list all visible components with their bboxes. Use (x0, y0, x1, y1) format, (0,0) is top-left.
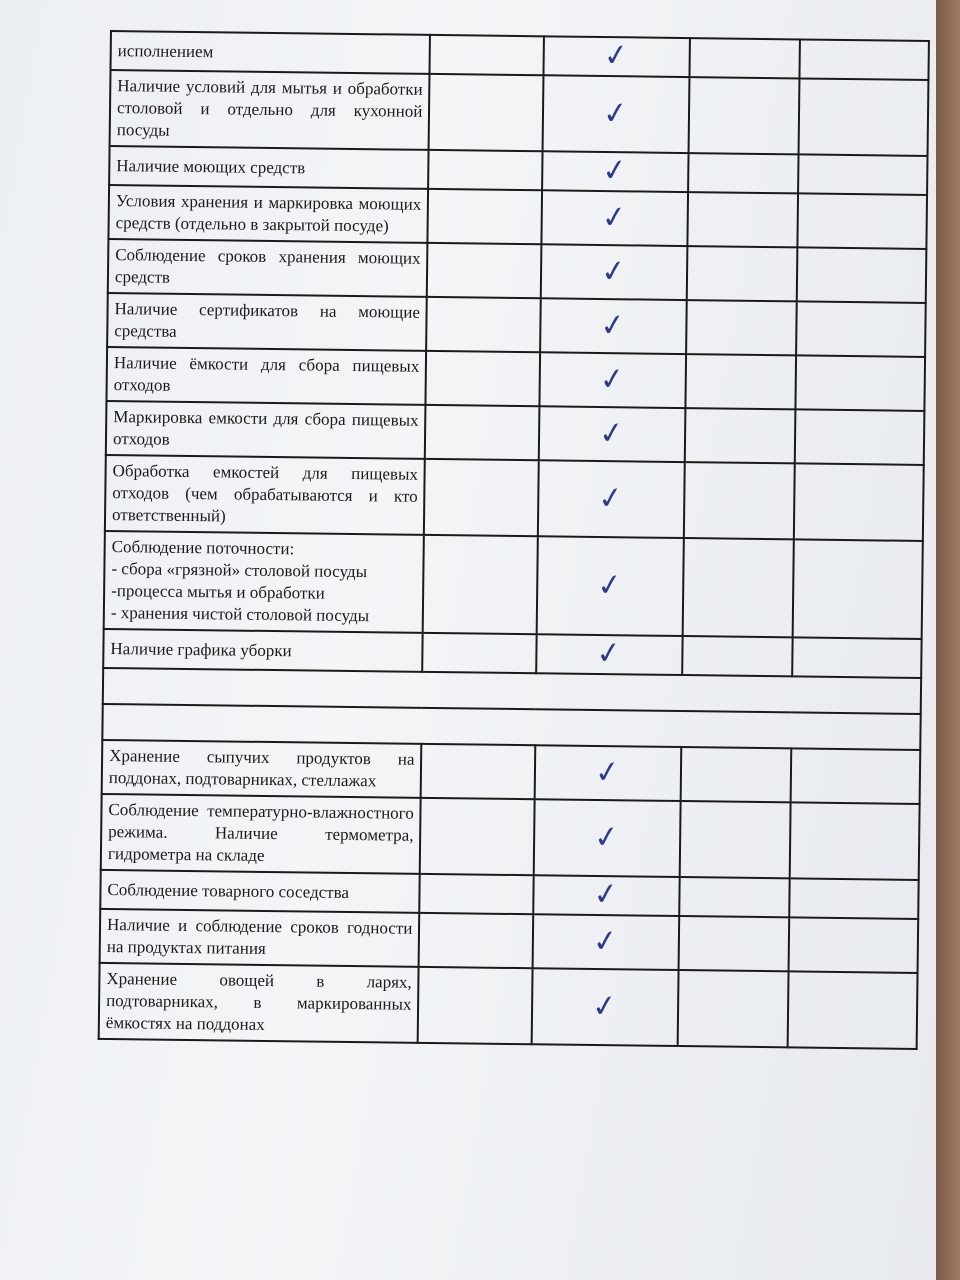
empty-cell (426, 297, 540, 352)
empty-cell (425, 405, 539, 460)
check-cell (539, 352, 686, 408)
empty-cell (688, 77, 799, 154)
empty-cell (796, 355, 925, 411)
empty-cell (680, 801, 791, 878)
check-cell (542, 75, 689, 153)
table-row (108, 239, 927, 303)
table-row (102, 740, 921, 804)
criterion-label: исполнением (111, 31, 431, 74)
check-cell (542, 151, 689, 192)
desk-edge (936, 0, 960, 1280)
check-cell (543, 36, 690, 77)
checkmark-icon: ✓ (591, 875, 621, 914)
checkmark-icon: ✓ (598, 306, 628, 345)
table-row (110, 70, 929, 156)
check-cell (533, 799, 680, 877)
empty-cell (679, 877, 790, 917)
empty-cell (420, 798, 534, 875)
empty-cell (798, 154, 927, 195)
empty-cell (688, 153, 799, 193)
criterion-label: Наличие условий для мытья и обработки столовой и отдельно для кухонной посуды (110, 70, 430, 150)
checkmark-icon: ✓ (596, 479, 626, 518)
table-row (108, 185, 927, 249)
check-cell (538, 460, 685, 538)
empty-cell (682, 636, 793, 676)
empty-cell (797, 247, 926, 303)
criterion-label: Соблюдение поточности: - сбора «грязной» столовой посуды -процесса мытья и обработки - хранения чистой столовой посуды (104, 531, 425, 633)
criterion-label: Хранение сыпучих продуктов на поддонах, подтоварниках, стеллажах (102, 740, 422, 798)
criterion-label: Обработка емкостей для пищевых отходов (чем обрабатываются и кто ответственный) (105, 455, 425, 535)
check-cell (536, 634, 683, 675)
table-row (99, 963, 918, 1049)
criterion-label: Наличие графика уборки (103, 629, 423, 672)
inspection-checklist-table (98, 30, 930, 1050)
empty-cell (793, 539, 923, 639)
empty-cell (419, 913, 533, 968)
checkmark-icon: ✓ (599, 252, 629, 291)
criterion-label: Наличие моющих средств (109, 146, 429, 189)
criterion-label: Хранение овощей в ларях, подтоварниках, в маркированных ёмкостях на поддонах (99, 963, 419, 1043)
empty-cell (794, 463, 924, 541)
criterion-label: Наличие сертификатов на моющие средства (107, 293, 427, 351)
empty-cell (792, 637, 921, 678)
criterion-label: Соблюдение товарного соседства (100, 870, 420, 913)
empty-cell (678, 970, 789, 1047)
empty-cell (423, 535, 538, 634)
checkmark-icon: ✓ (597, 360, 628, 399)
check-cell (533, 875, 680, 916)
empty-cell (421, 744, 535, 799)
check-cell (534, 745, 681, 801)
checkmark-icon: ✓ (593, 753, 623, 792)
criterion-label: Наличие ёмкости для сбора пищевых отходов (106, 347, 426, 405)
empty-cell (428, 189, 542, 244)
empty-cell (791, 748, 920, 804)
empty-cell (687, 246, 798, 301)
empty-cell (418, 967, 532, 1044)
empty-cell (689, 38, 800, 78)
empty-cell (789, 878, 918, 919)
checkmark-icon: ✓ (601, 94, 631, 133)
empty-cell (789, 917, 918, 973)
table-row (104, 531, 923, 639)
empty-cell (687, 192, 798, 247)
criterion-label: Соблюдение температурно-влажностного режима. Наличие термометра, гидрометра на складе (101, 794, 421, 874)
checkmark-icon: ✓ (599, 198, 630, 237)
table-row (100, 909, 919, 973)
criterion-label: Наличие и соблюдение сроков годности на продуктах питания (100, 909, 420, 967)
empty-cell (427, 243, 541, 298)
empty-cell (420, 874, 534, 914)
empty-cell (684, 462, 795, 539)
empty-cell (800, 39, 929, 80)
empty-cell (426, 351, 540, 406)
empty-cell (424, 459, 538, 536)
checkmark-icon: ✓ (594, 634, 624, 673)
checkmark-icon: ✓ (597, 414, 627, 453)
empty-cell (685, 408, 796, 463)
check-cell (541, 190, 688, 246)
check-cell (540, 298, 687, 354)
check-cell (536, 536, 683, 636)
empty-cell (686, 300, 797, 355)
check-cell (538, 406, 685, 462)
empty-cell (788, 971, 918, 1049)
check-cell (531, 968, 678, 1046)
table-row (105, 455, 924, 541)
empty-cell (798, 193, 927, 249)
empty-cell (429, 74, 543, 151)
checkmark-icon: ✓ (600, 151, 630, 190)
empty-cell (430, 35, 544, 75)
criterion-label: Соблюдение сроков хранения моющих средств (108, 239, 428, 297)
empty-cell (423, 633, 537, 673)
empty-cell (685, 354, 796, 409)
empty-cell (795, 409, 924, 465)
empty-cell (679, 916, 790, 971)
checkmark-icon: ✓ (590, 922, 621, 961)
table-row (107, 293, 926, 357)
check-cell (540, 244, 687, 300)
checkmark-icon: ✓ (595, 566, 625, 605)
empty-cell (681, 747, 792, 802)
table-row (106, 347, 925, 411)
empty-cell (790, 802, 920, 880)
empty-cell (796, 301, 925, 357)
criterion-label: Условия хранения и маркировка моющих средств (отдельно в закрытой посуде) (108, 185, 428, 243)
empty-cell (683, 538, 794, 637)
table-row (106, 401, 925, 465)
empty-cell (428, 150, 542, 190)
criterion-label: Маркировка емкости для сбора пищевых отходов (106, 401, 426, 459)
checkmark-icon: ✓ (592, 818, 622, 857)
empty-cell (799, 78, 929, 156)
table-row (101, 794, 920, 880)
checkmark-icon: ✓ (590, 987, 620, 1026)
check-cell (532, 914, 679, 970)
checkmark-icon: ✓ (601, 36, 632, 75)
